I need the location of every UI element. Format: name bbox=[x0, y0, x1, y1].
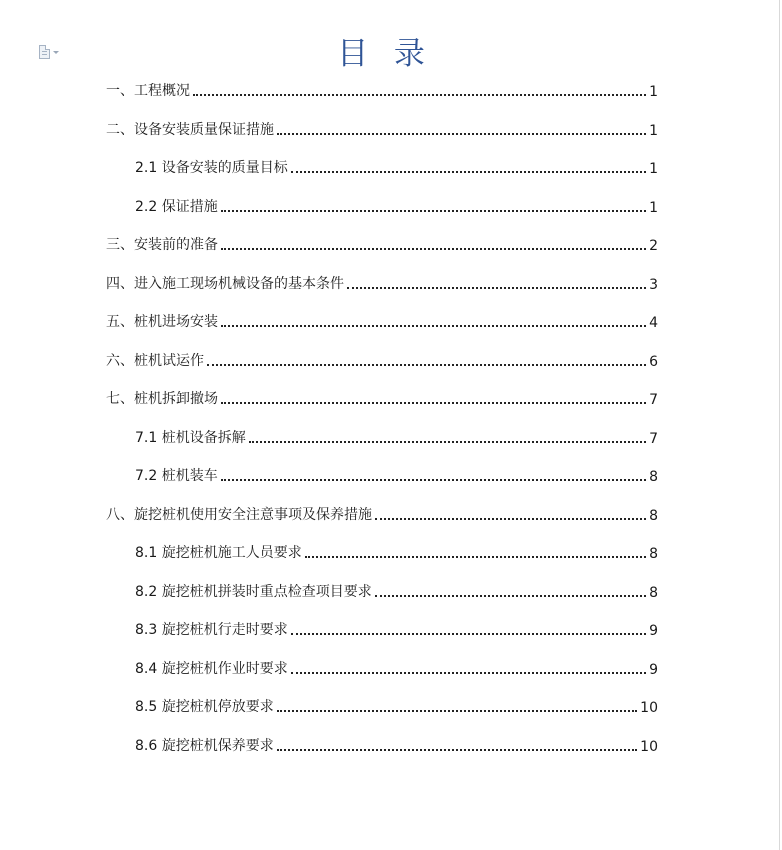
toc-entry-text: 六、桩机试运作 bbox=[106, 353, 204, 369]
toc-entry[interactable] bbox=[135, 696, 658, 716]
toc-entry[interactable] bbox=[106, 350, 658, 370]
toc-entry-page-number: 10 bbox=[640, 700, 658, 716]
toc-entry[interactable] bbox=[135, 542, 658, 562]
toc-entry-text: 八、旋挖桩机使用安全注意事项及保养措施 bbox=[106, 507, 372, 523]
toc-entry-text: 五、桩机进场安装 bbox=[106, 314, 218, 330]
toc-entry-page-number: 1 bbox=[649, 200, 658, 216]
toc-entry-page-number: 8 bbox=[649, 585, 658, 601]
toc-entry[interactable] bbox=[135, 581, 658, 601]
toc-entry[interactable] bbox=[106, 504, 658, 524]
dot-leader bbox=[277, 710, 637, 712]
toc-entry-page-number: 1 bbox=[649, 84, 658, 100]
toc-entry[interactable] bbox=[135, 157, 658, 177]
toc-entry-page-number: 4 bbox=[649, 315, 658, 331]
toc-entry-text: 7.1 桩机设备拆解 bbox=[135, 430, 246, 446]
toc-entry-page-number: 2 bbox=[649, 238, 658, 254]
toc-entry[interactable] bbox=[135, 427, 658, 447]
dot-leader bbox=[221, 210, 646, 212]
dot-leader bbox=[221, 479, 646, 481]
toc-entry[interactable] bbox=[106, 388, 658, 408]
dot-leader bbox=[277, 133, 646, 135]
toc-entry[interactable] bbox=[135, 619, 658, 639]
toc-entry-text: 8.3 旋挖桩机行走时要求 bbox=[135, 622, 288, 638]
toc-entry-text: 8.6 旋挖桩机保养要求 bbox=[135, 738, 274, 754]
dot-leader bbox=[375, 595, 646, 597]
toc-entry[interactable] bbox=[135, 196, 658, 216]
toc-entry-text: 8.2 旋挖桩机拼装时重点检查项目要求 bbox=[135, 584, 372, 600]
dot-leader bbox=[291, 633, 646, 635]
dot-leader bbox=[221, 402, 646, 404]
dot-leader bbox=[291, 672, 646, 674]
toc-entry-page-number: 7 bbox=[649, 392, 658, 408]
toc-entry-page-number: 8 bbox=[649, 546, 658, 562]
toc-entry-text: 7.2 桩机装车 bbox=[135, 468, 218, 484]
toc-entry[interactable] bbox=[106, 273, 658, 293]
toc-entry-page-number: 3 bbox=[649, 277, 658, 293]
toc-entry-page-number: 7 bbox=[649, 431, 658, 447]
toc-title: 目 录 bbox=[337, 36, 433, 72]
toc-entry-text: 三、安装前的准备 bbox=[106, 237, 218, 253]
dot-leader bbox=[347, 287, 646, 289]
toc-entry[interactable] bbox=[135, 658, 658, 678]
toc-entry-page-number: 8 bbox=[649, 508, 658, 524]
toc-entry-text: 四、进入施工现场机械设备的基本条件 bbox=[106, 276, 344, 292]
toc-entry[interactable] bbox=[106, 119, 658, 139]
toc-entry-text: 七、桩机拆卸撤场 bbox=[106, 391, 218, 407]
toc-entry[interactable] bbox=[106, 311, 658, 331]
toc-entry-text: 8.5 旋挖桩机停放要求 bbox=[135, 699, 274, 715]
toc-entry-text: 8.1 旋挖桩机施工人员要求 bbox=[135, 545, 302, 561]
dot-leader bbox=[305, 556, 646, 558]
toc-entry-page-number: 8 bbox=[649, 469, 658, 485]
dot-leader bbox=[277, 749, 637, 751]
toc-entry-text: 2.1 设备安装的质量目标 bbox=[135, 160, 288, 176]
dot-leader bbox=[221, 248, 646, 250]
toc-entry-text: 8.4 旋挖桩机作业时要求 bbox=[135, 661, 288, 677]
toc-entry[interactable] bbox=[106, 234, 658, 254]
dot-leader bbox=[249, 441, 646, 443]
dot-leader bbox=[193, 94, 646, 96]
toc-entry-page-number: 6 bbox=[649, 354, 658, 370]
dot-leader bbox=[375, 518, 646, 520]
toc-entry[interactable] bbox=[106, 80, 658, 100]
toc-entry-text: 一、工程概况 bbox=[106, 83, 190, 99]
toc-entry[interactable] bbox=[135, 465, 658, 485]
toc-entry-text: 二、设备安装质量保证措施 bbox=[106, 122, 274, 138]
toc-entry-text: 2.2 保证措施 bbox=[135, 199, 218, 215]
toc-entry-page-number: 9 bbox=[649, 662, 658, 678]
toc-entry-page-number: 10 bbox=[640, 739, 658, 755]
toc-entry-page-number: 1 bbox=[649, 123, 658, 139]
dot-leader bbox=[221, 325, 646, 327]
toc-entry-page-number: 9 bbox=[649, 623, 658, 639]
toc-entry-page-number: 1 bbox=[649, 161, 658, 177]
dot-leader bbox=[291, 171, 646, 173]
dot-leader bbox=[207, 364, 646, 366]
toc-entry[interactable] bbox=[135, 735, 658, 755]
